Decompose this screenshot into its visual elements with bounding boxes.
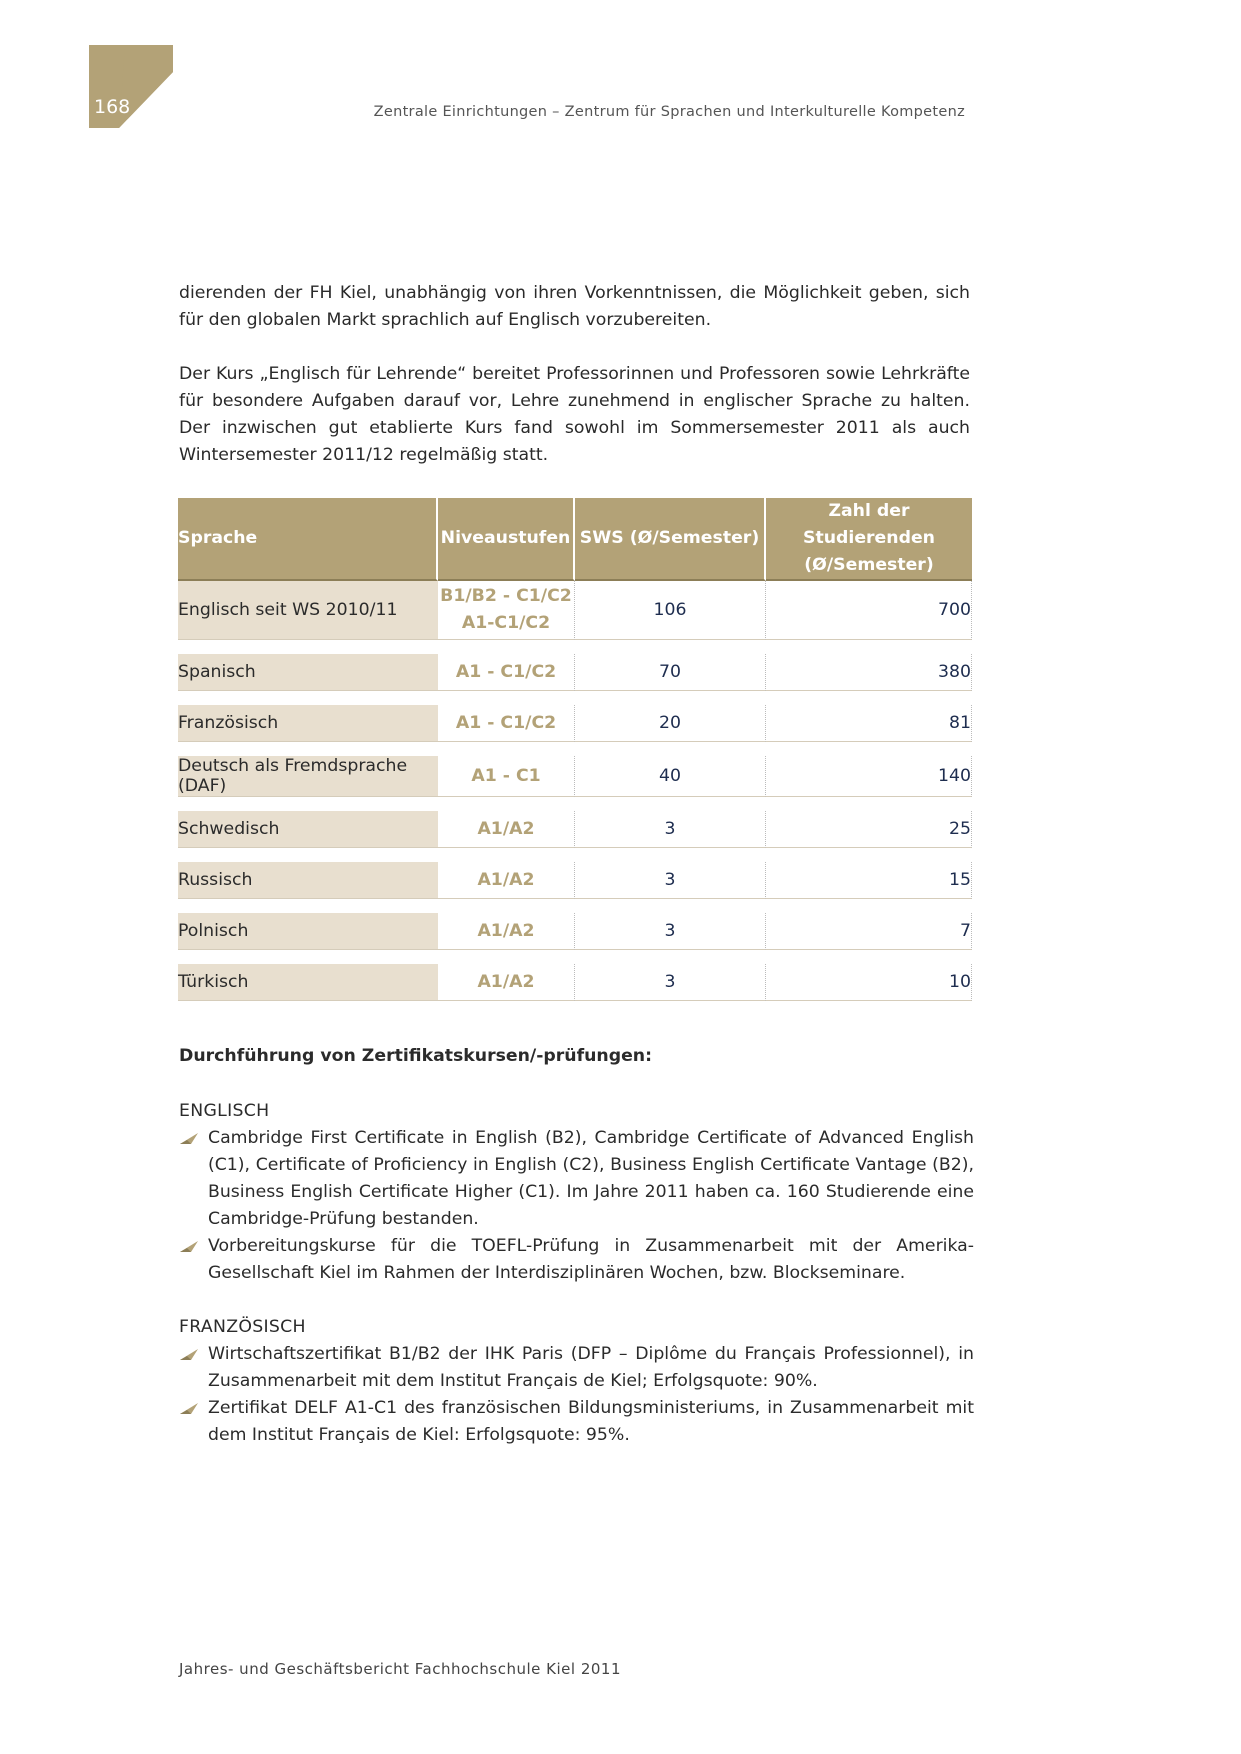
cell-studierende: 7 <box>766 913 972 950</box>
cell-sprache: Französisch <box>178 705 438 742</box>
paragraph-intro: dierenden der FH Kiel, unabhängig von ihren Vorkenntnissen, die Möglichkeit geben, sich für den globalen Markt sprachlich auf Englisch vorzubereiten. <box>179 283 970 330</box>
table-row <box>178 756 972 797</box>
cell-sws: 3 <box>575 862 766 899</box>
cell-sws: 3 <box>575 964 766 1001</box>
table-row <box>178 705 972 742</box>
list-item <box>179 1395 974 1449</box>
cell-sprache: Russisch <box>178 862 438 899</box>
list-item <box>179 1233 974 1287</box>
list-englisch <box>179 1125 974 1287</box>
cell-sws: 70 <box>575 654 766 691</box>
list-item-text: Zertifikat DELF A1-C1 des französischen Bildungsministeriums, in Zusammenarbeit mit dem Institut Français de Kiel: Erfolgsquote: 95%. <box>208 1398 974 1445</box>
table-row <box>178 581 972 640</box>
language-courses-table <box>178 498 972 1001</box>
cell-sprache: Spanisch <box>178 654 438 691</box>
section-heading-zertifikate: Durchführung von Zertifikatskursen/-prüfungen: <box>179 1046 653 1066</box>
table-row <box>178 913 972 950</box>
running-header: Zentrale Einrichtungen – Zentrum für Sprachen und Interkulturelle Kompetenz <box>373 104 965 120</box>
header-niveaustufen: Niveaustufen <box>438 498 575 581</box>
table-row <box>178 654 972 691</box>
pen-bullet-icon <box>179 1402 199 1415</box>
cell-sws: 20 <box>575 705 766 742</box>
header-studierende: Zahl der Studierenden (Ø/Semester) <box>766 498 972 581</box>
list-item-text: Vorbereitungskurse für die TOEFL-Prüfung in Zusammenarbeit mit der Amerika-Gesellschaft Kiel im Rahmen der Interdisziplinären Wochen, bzw. Blockseminare. <box>208 1236 974 1283</box>
cell-niveau: A1/A2 <box>438 964 575 1001</box>
cell-sprache: Englisch seit WS 2010/11 <box>178 581 438 640</box>
paragraph-englisch-lehrende: Der Kurs „Englisch für Lehrende“ bereitet Professorinnen und Professoren sowie Lehrkräfte für besondere Aufgaben darauf vor, Lehre zunehmend in englischer Sprache zu halten. Der inzwischen gut etablierte Kurs fand sowohl im Sommersemester 2011 als auch Wintersemester 2011/12 regelmäßig statt. <box>179 364 970 465</box>
page-footer: Jahres- und Geschäftsbericht Fachhochschule Kiel 2011 <box>179 1660 622 1678</box>
header-sws: SWS (Ø/Semester) <box>575 498 766 581</box>
cell-studierende: 380 <box>766 654 972 691</box>
list-item-text: Cambridge First Certificate in English (B2), Cambridge Certificate of Advanced English (C1), Certificate of Proficiency in English (C2), Business English Certificate Vantage (B2), Business English Certificate Higher (C1). Im Jahre 2011 haben ca. 160 Studierende eine Cambridge-Prüfung bestanden. <box>208 1128 974 1229</box>
table-row <box>178 811 972 848</box>
cell-sprache: Schwedisch <box>178 811 438 848</box>
cell-niveau: A1/A2 <box>438 862 575 899</box>
pen-bullet-icon <box>179 1132 199 1145</box>
header-sprache: Sprache <box>178 498 438 581</box>
cell-sws: 106 <box>575 581 766 640</box>
cell-studierende: 25 <box>766 811 972 848</box>
cell-studierende: 81 <box>766 705 972 742</box>
cell-studierende: 15 <box>766 862 972 899</box>
cell-sprache: Polnisch <box>178 913 438 950</box>
cell-sprache: Türkisch <box>178 964 438 1001</box>
cell-sws: 3 <box>575 811 766 848</box>
list-item <box>179 1125 974 1233</box>
cell-niveau: A1 - C1/C2 <box>438 654 575 691</box>
cell-niveau: A1/A2 <box>438 913 575 950</box>
cell-niveau: A1 - C1 <box>438 756 575 797</box>
subheading-englisch: ENGLISCH <box>179 1101 270 1121</box>
table-header-row <box>178 498 972 581</box>
cell-niveau <box>438 581 575 640</box>
list-item <box>179 1341 974 1395</box>
cell-sws: 40 <box>575 756 766 797</box>
cell-sprache: Deutsch als Fremdsprache (DAF) <box>178 756 438 797</box>
cell-studierende: 700 <box>766 581 972 640</box>
list-franzoesisch <box>179 1341 974 1449</box>
list-item-text: Wirtschaftszertifikat B1/B2 der IHK Paris (DFP – Diplôme du Français Professionnel), in Zusammenarbeit mit dem Institut Français de Kiel; Erfolgsquote: 90%. <box>208 1344 974 1391</box>
cell-studierende: 140 <box>766 756 972 797</box>
cell-niveau-line-1: B1/B2 - C1/C2 <box>440 586 572 606</box>
pen-bullet-icon <box>179 1348 199 1361</box>
cell-sws: 3 <box>575 913 766 950</box>
cell-niveau-line-2: A1-C1/C2 <box>461 613 551 633</box>
cell-studierende: 10 <box>766 964 972 1001</box>
pen-bullet-icon <box>179 1240 199 1253</box>
page-number: 168 <box>94 96 131 118</box>
subheading-franzoesisch: FRANZÖSISCH <box>179 1317 306 1337</box>
cell-niveau: A1 - C1/C2 <box>438 705 575 742</box>
table-row <box>178 964 972 1001</box>
table-row <box>178 862 972 899</box>
cell-niveau: A1/A2 <box>438 811 575 848</box>
